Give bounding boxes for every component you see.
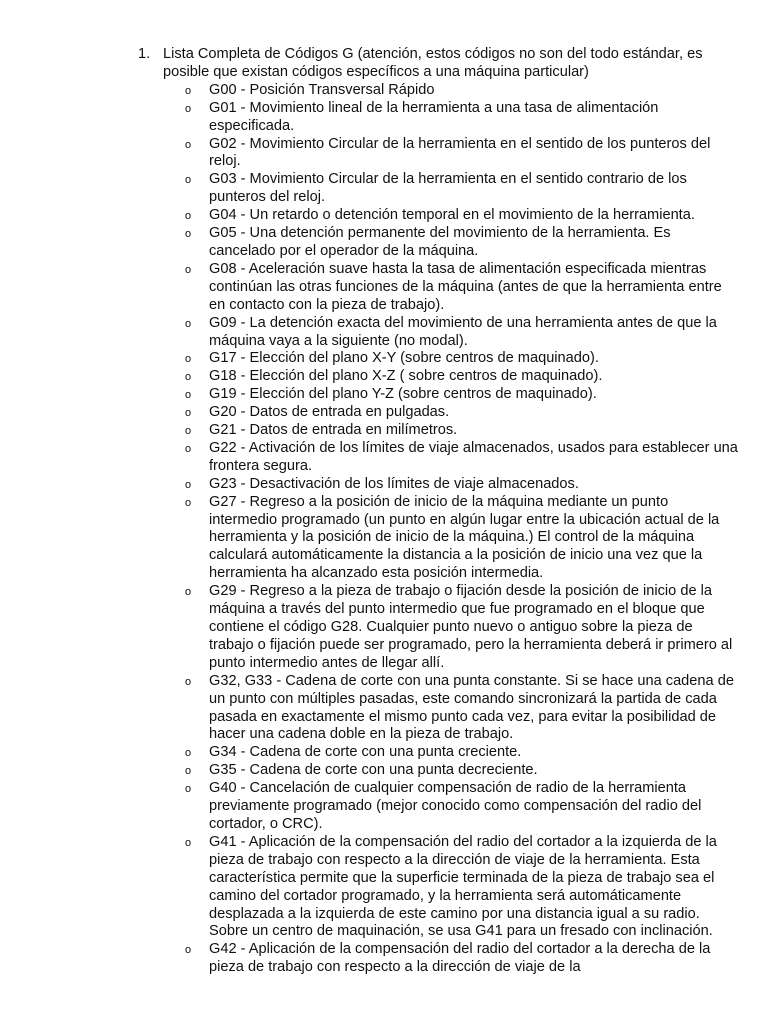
g-code-list-item bbox=[185, 315, 738, 351]
g-code-description: G09 - La detención exacta del movimiento de una herramienta antes de que la máquina vaya a la siguiente (no modal). bbox=[209, 314, 717, 349]
circle-bullet-icon: o bbox=[185, 84, 192, 97]
g-code-list-item bbox=[185, 744, 738, 762]
g-code-description: G22 - Activación de los límites de viaje almacenados, usados para establecer una frontera segura. bbox=[209, 439, 738, 474]
circle-bullet-icon: o bbox=[185, 174, 192, 187]
g-code-description: G21 - Datos de entrada en milímetros. bbox=[209, 422, 458, 439]
circle-bullet-icon: o bbox=[185, 442, 192, 455]
g-code-list-item bbox=[185, 207, 738, 225]
circle-bullet-icon: o bbox=[185, 425, 192, 438]
g-code-list-item bbox=[185, 386, 738, 404]
g-code-description: G03 - Movimiento Circular de la herramienta en el sentido contrario de los punteros del reloj. bbox=[209, 171, 687, 206]
g-code-list-item bbox=[185, 440, 738, 476]
g-code-list-item bbox=[185, 261, 738, 315]
g-code-list-item bbox=[185, 422, 738, 440]
g-code-list-item bbox=[185, 404, 738, 422]
g-code-description: G08 - Aceleración suave hasta la tasa de alimentación especificada mientras continúan las otras funciones de la máquina (antes de que la herramienta entre en contacto con la pieza de trabajo). bbox=[209, 260, 722, 313]
circle-bullet-icon: o bbox=[185, 783, 192, 796]
circle-bullet-icon: o bbox=[185, 836, 192, 849]
g-code-description: G02 - Movimiento Circular de la herramienta en el sentido de los punteros del reloj. bbox=[209, 135, 711, 170]
g-code-description: G41 - Aplicación de la compensación del radio del cortador a la izquierda de la pieza de trabajo con respecto a la dirección de viaje de la herramienta. Esta característica permite que la superficie terminada de la pieza de trabajo sea el camino del cortador programado, y la herramienta será automáticamente desplazada a la izquierda de este camino por una distancia igual a su radio. Sobre un centro de maquinación, se usa G41 para un fresado con inclinación. bbox=[209, 833, 717, 940]
circle-bullet-icon: o bbox=[185, 944, 192, 957]
g-code-list-item bbox=[185, 225, 738, 261]
circle-bullet-icon: o bbox=[185, 747, 192, 760]
circle-bullet-icon: o bbox=[185, 210, 192, 223]
g-code-description: G29 - Regreso a la pieza de trabajo o fijación desde la posición de inicio de la máquina a través del punto intermedio que fue programado en el bloque que contiene el código G28. Cualquier punto nuevo o antiguo sobre la pieza de trabajo o fijación puede ser programado, pero la herramienta deberá ir primero al punto intermedio antes de llegar allí. bbox=[209, 583, 733, 671]
circle-bullet-icon: o bbox=[185, 353, 192, 366]
g-code-list-item bbox=[185, 476, 738, 494]
g-code-description: G20 - Datos de entrada en pulgadas. bbox=[209, 404, 450, 421]
g-code-description: G27 - Regreso a la posición de inicio de la máquina mediante un punto intermedio programado (un punto en algún lugar entre la ubicación actual de la herramienta y la posición de inicio de la máquina.) El control de la máquina calculará automáticamente la distancia a la posición de inicio una vez que la herramienta ha alcanzado esta posición intermedia. bbox=[209, 493, 720, 582]
circle-bullet-icon: o bbox=[185, 389, 192, 402]
g-code-description: G23 - Desactivación de los límites de viaje almacenados. bbox=[209, 475, 579, 492]
circle-bullet-icon: o bbox=[185, 478, 192, 491]
g-code-list-item bbox=[185, 834, 738, 941]
circle-bullet-icon: o bbox=[185, 765, 192, 778]
circle-bullet-icon: o bbox=[185, 102, 192, 115]
circle-bullet-icon: o bbox=[185, 228, 192, 241]
circle-bullet-icon: o bbox=[185, 317, 192, 330]
g-code-list-item bbox=[185, 82, 738, 100]
g-code-list-item bbox=[185, 171, 738, 207]
g-code-list-item bbox=[185, 780, 738, 834]
circle-bullet-icon: o bbox=[185, 138, 192, 151]
circle-bullet-icon: o bbox=[185, 371, 192, 384]
g-code-list-item bbox=[185, 583, 738, 673]
circle-bullet-icon: o bbox=[185, 496, 192, 509]
g-code-description: G05 - Una detención permanente del movimiento de la herramienta. Es cancelado por el operador de la máquina. bbox=[209, 225, 671, 259]
g-code-list-item bbox=[185, 100, 738, 136]
g-code-list-item bbox=[185, 368, 738, 386]
circle-bullet-icon: o bbox=[185, 675, 192, 688]
circle-bullet-icon: o bbox=[185, 586, 192, 599]
g-code-list-item bbox=[185, 494, 738, 584]
numbered-list-item bbox=[138, 46, 738, 977]
g-code-list-item bbox=[185, 350, 738, 368]
g-code-description: G34 - Cadena de corte con una punta creciente. bbox=[209, 744, 522, 761]
g-code-description: G17 - Elección del plano X-Y (sobre centros de maquinado). bbox=[209, 350, 599, 367]
g-code-description: G04 - Un retardo o detención temporal en el movimiento de la herramienta. bbox=[209, 207, 695, 224]
g-code-list-item bbox=[185, 136, 738, 172]
g-code-description: G19 - Elección del plano Y-Z (sobre centros de maquinado). bbox=[209, 386, 597, 403]
g-code-list bbox=[185, 82, 738, 977]
g-code-list-item bbox=[185, 673, 738, 745]
g-code-description: G01 - Movimiento lineal de la herramienta a una tasa de alimentación especificada. bbox=[209, 99, 659, 134]
list-item-number: 1. bbox=[138, 46, 151, 62]
g-code-description: G42 - Aplicación de la compensación del radio del cortador a la derecha de la pieza de trabajo con respecto a la dirección de viaje de la bbox=[209, 941, 711, 976]
g-code-description: G40 - Cancelación de cualquier compensación de radio de la herramienta previamente programado (mejor conocido como compensación del radio del cortador, o CRC). bbox=[209, 780, 702, 832]
g-code-description: G00 - Posición Transversal Rápido bbox=[209, 81, 435, 98]
g-code-description: G35 - Cadena de corte con una punta decreciente. bbox=[209, 762, 538, 779]
g-code-description: G18 - Elección del plano X-Z ( sobre centros de maquinado). bbox=[209, 368, 603, 385]
g-code-description: G32, G33 - Cadena de corte con una punta constante. Si se hace una cadena de un punto con múltiples pasadas, este comando sincronizará la partida de cada pasada en exactamente el mismo punto cada vez, para evitar la posibilidad de hacer una cadena doble en la pieza de trabajo. bbox=[209, 672, 734, 743]
list-item-title: Lista Completa de Códigos G (atención, estos códigos no son del todo estándar, es posible que existan códigos específicos a una máquina particular) bbox=[163, 46, 703, 80]
circle-bullet-icon: o bbox=[185, 407, 192, 420]
circle-bullet-icon: o bbox=[185, 263, 192, 276]
g-code-list-item bbox=[185, 941, 738, 977]
g-code-list-item bbox=[185, 762, 738, 780]
